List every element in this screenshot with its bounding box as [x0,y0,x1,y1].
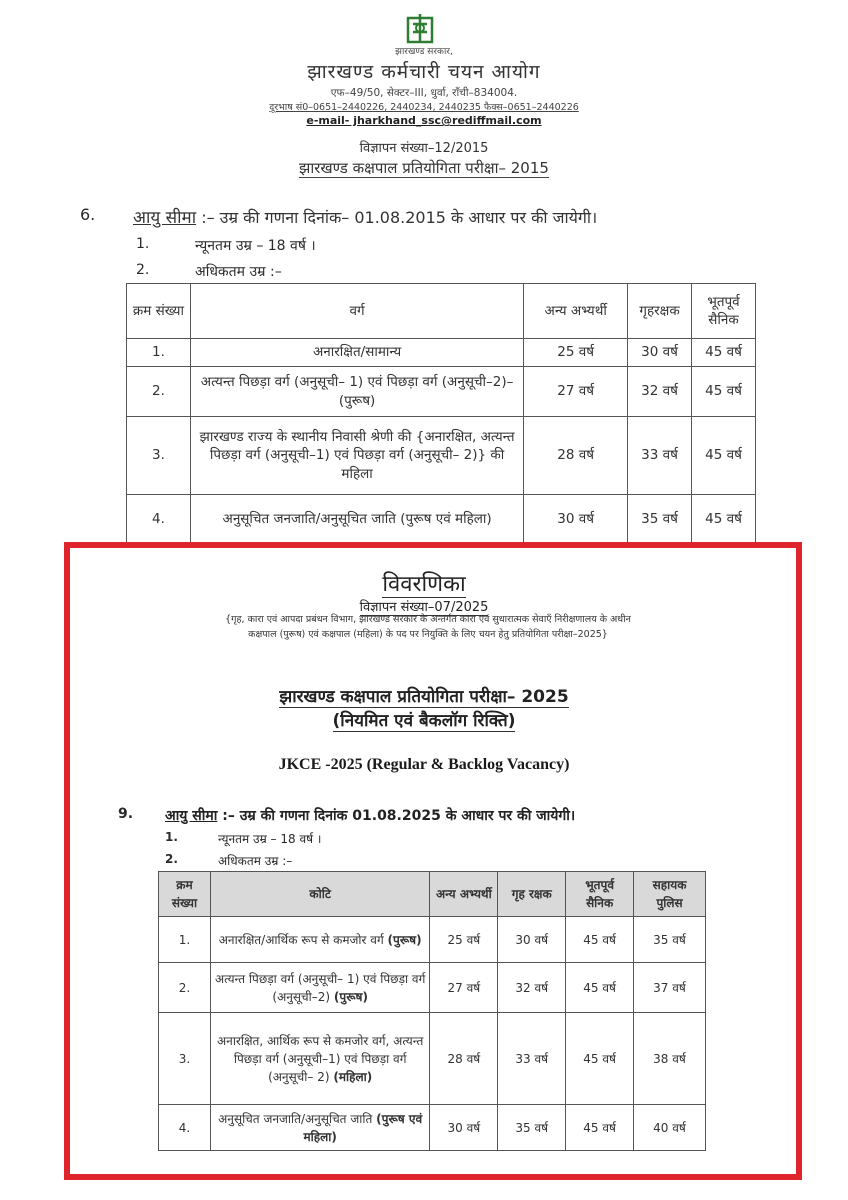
col-header-exservicemen: भूतपूर्व सैनिक [566,872,634,917]
cell-serial: 4. [127,495,191,545]
cell-value: 30 वर्ष [498,917,566,963]
cell-value: 28 वर्ष [524,417,628,495]
email-text: e-mail- jharkhand_ssc@rediffmail.com [306,114,542,127]
org-email [0,114,848,127]
age-table-2015 [126,283,756,545]
cell-value: 45 वर्ष [566,917,634,963]
dept-description: {गृह, कारा एवं आपदा प्रबंधन विभाग, झारखण्ड सरकार के अन्तर्गत कारा एवं सुधारात्मक सेवाएँ निरीक्षणालय के अधीन कक्षपाल (पुरूष) एवं कक्षपाल (महिला) के पद पर नियुक्ति के लिए चयन हेतु प्रतियोगिता परीक्षा–2025} [225,614,631,640]
cell-value: 30 वर्ष [430,1105,498,1151]
govt-line: झारखण्ड सरकार, [395,47,453,57]
cell-serial: 3. [159,1013,211,1105]
brochure-title [0,568,848,598]
cell-value: 45 वर्ष [692,367,756,417]
category-text: अनारक्षित, आर्थिक रूप से कमजोर वर्ग, अत्यन्त पिछड़ा वर्ग (अनुसूची–1) एवं पिछड़ा वर्ग (अनुसूची– 2) [217,1033,424,1084]
exam-title-2025 [0,684,848,707]
cell-value: 37 वर्ष [634,963,706,1013]
cell-serial: 1. [127,339,191,367]
table-header-row [159,872,706,917]
cell-value: 40 वर्ष [634,1105,706,1151]
cell-category [210,917,429,963]
cell-category: अत्यन्त पिछड़ा वर्ग (अनुसूची– 1) एवं पिछड़ा वर्ग (अनुसूची–2)– (पुरूष) [190,367,523,417]
max-age-label-2015: अधिकतम उम्र :– [195,264,282,280]
cell-value: 35 वर्ष [628,495,692,545]
min-age-2025: न्यूनतम उम्र – 18 वर्ष । [218,832,322,846]
phone-text: दूरभाष सं0–0651–2440226, 2440234, 2440235 फैक्स–0651–2440226 [269,102,579,113]
adv-number-2025-text: विज्ञापन संख्या–07/2025 [359,600,489,615]
exam-title-2015-text: झारखण्ड कक्षपाल प्रतियोगिता परीक्षा– 2015 [299,159,549,177]
age-text: :– उम्र की गणना दिनांक 01.08.2025 के आधार पर की जायेगी। [222,808,576,824]
cell-category [210,1105,429,1151]
cell-value: 35 वर्ष [498,1105,566,1151]
section-number-9: 9. [118,806,134,822]
table-row [159,1105,706,1151]
exam-title-2025-text: झारखण्ड कक्षपाल प्रतियोगिता परीक्षा– 2025 [279,687,569,707]
cell-serial: 2. [127,367,191,417]
table-row [159,1013,706,1105]
cell-value: 27 वर्ष [430,963,498,1013]
cell-category [210,963,429,1013]
org-address: एफ–49/50, सेक्टर–III, धुर्वा, राँची–834004. [330,87,518,99]
cell-value: 30 वर्ष [628,339,692,367]
org-name: झारखण्ड कर्मचारी चयन आयोग [307,61,541,83]
age-heading: आयु सीमा [133,208,197,228]
category-text: अनुसूचित जनजाति/अनुसूचित जाति [218,1111,373,1126]
gender-tag: (पुरूष) [387,932,422,947]
col-header-category: वर्ग [190,284,523,339]
cell-category [210,1013,429,1105]
cell-value: 30 वर्ष [524,495,628,545]
age-limit-2015 [133,205,597,228]
cell-value: 33 वर्ष [628,417,692,495]
exam-title-2015 [0,158,848,178]
col-header-serial: क्रम संख्या [127,284,191,339]
adv-number-2015: विज्ञापन संख्या–12/2015 [359,141,489,156]
cell-serial: 4. [159,1105,211,1151]
org-phone [0,100,848,113]
cell-value: 33 वर्ष [498,1013,566,1105]
cell-category: झारखण्ड राज्य के स्थानीय निवासी श्रेणी की {अनारक्षित, अत्यन्त पिछड़ा वर्ग (अनुसूची–1) एवं पिछड़ा वर्ग (अनुसूची– 2)} की महिला [190,417,523,495]
cell-value: 32 वर्ष [498,963,566,1013]
cell-value: 32 वर्ष [628,367,692,417]
age-table-2025 [158,871,706,1151]
table-row [127,367,756,417]
exam-subtitle-2025-text: (नियमित एवं बैकलॉग रिक्ति) [332,711,516,731]
jkce-title: JKCE -2025 (Regular & Backlog Vacancy) [278,756,570,773]
gender-tag: (पुरूष) [333,989,368,1004]
col-header-serial: क्रम संख्या [159,872,211,917]
cell-value: 27 वर्ष [524,367,628,417]
point-number: 1. [136,236,150,252]
table-row [127,339,756,367]
category-text: अत्यन्त पिछड़ा वर्ग (अनुसूची– 1) एवं पिछड़ा वर्ग (अनुसूची–2) [214,971,426,1004]
point-number: 2. [136,262,150,278]
point-number: 2. [165,852,178,866]
col-header-homeguard: गृहरक्षक [628,284,692,339]
age-heading: आयु सीमा [165,808,218,824]
cell-value: 25 वर्ष [430,917,498,963]
cell-category: अनारक्षित/सामान्य [190,339,523,367]
table-row [127,417,756,495]
table-header-row [127,284,756,339]
col-header-assistant-police: सहायक पुलिस [634,872,706,917]
table-row [159,917,706,963]
category-text: अनारक्षित/आर्थिक रूप से कमजोर वर्ग [218,932,384,947]
cell-value: 38 वर्ष [634,1013,706,1105]
max-age-label-2025: अधिकतम उम्र :– [218,854,293,868]
jharkhand-emblem-icon [405,12,435,46]
table-row [127,495,756,545]
brochure-title-text: विवरणिका [382,572,466,597]
col-header-exservicemen: भूतपूर्व सैनिक [692,284,756,339]
cell-value: 45 वर्ष [566,1105,634,1151]
cell-value: 45 वर्ष [566,1013,634,1105]
cell-value: 25 वर्ष [524,339,628,367]
age-limit-2025 [165,806,575,825]
cell-serial: 2. [159,963,211,1013]
section-number-6: 6. [80,205,96,224]
cell-category: अनुसूचित जनजाति/अनुसूचित जाति (पुरूष एवं महिला) [190,495,523,545]
cell-value: 45 वर्ष [692,417,756,495]
col-header-other: अन्य अभ्यर्थी [524,284,628,339]
min-age-2015: न्यूनतम उम्र – 18 वर्ष । [195,238,316,254]
cell-value: 45 वर्ष [692,339,756,367]
col-header-other: अन्य अभ्यर्थी [430,872,498,917]
cell-value: 45 वर्ष [566,963,634,1013]
cell-serial: 1. [159,917,211,963]
cell-serial: 3. [127,417,191,495]
cell-value: 35 वर्ष [634,917,706,963]
col-header-category: कोटि [210,872,429,917]
col-header-homeguard: गृह रक्षक [498,872,566,917]
cell-value: 28 वर्ष [430,1013,498,1105]
point-number: 1. [165,830,178,844]
table-row [159,963,706,1013]
age-text: :– उम्र की गणना दिनांक– 01.08.2015 के आधार पर की जायेगी। [201,208,598,227]
cell-value: 45 वर्ष [692,495,756,545]
exam-subtitle-2025 [0,708,848,731]
gender-tag: (पुरूष एवं महिला) [303,1111,423,1144]
gender-tag: (महिला) [333,1069,373,1084]
